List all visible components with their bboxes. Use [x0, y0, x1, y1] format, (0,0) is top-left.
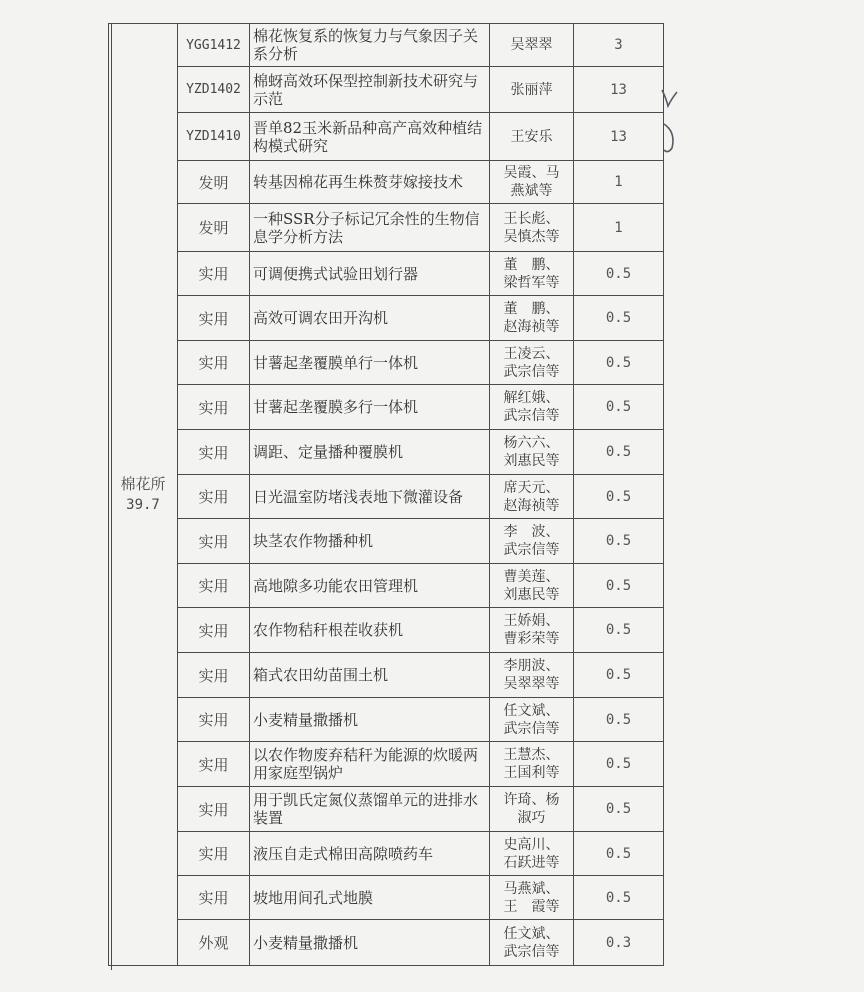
row-type: 实用	[178, 296, 250, 341]
table-row	[109, 113, 664, 161]
row-score: 0.5	[574, 430, 664, 475]
row-title: 甘薯起垄覆膜单行一体机	[250, 341, 490, 385]
row-authors	[490, 876, 574, 920]
author-line: 武宗信等	[503, 363, 560, 380]
row-title: 日光温室防堵浅表地下微灌设备	[250, 475, 490, 519]
row-score: 0.5	[574, 385, 664, 430]
row-type: 实用	[178, 519, 250, 564]
row-title: 块茎农作物播种机	[250, 519, 490, 564]
table-row	[109, 653, 664, 698]
author-line: 武宗信等	[503, 720, 560, 737]
row-title: 棉蚜高效环保型控制新技术研究与示范	[250, 67, 490, 113]
table-row	[109, 920, 664, 966]
table-row	[109, 698, 664, 742]
row-type: YZD1402	[178, 67, 250, 113]
author-line: 王 霞等	[503, 898, 560, 915]
row-type: YZD1410	[178, 113, 250, 161]
author-line: 王国利等	[503, 765, 560, 781]
row-score: 0.5	[574, 832, 664, 876]
row-authors	[490, 475, 574, 519]
row-title: 甘薯起垄覆膜多行一体机	[250, 385, 490, 430]
table-row	[109, 341, 664, 385]
row-type: 实用	[178, 653, 250, 698]
author-line: 淑巧	[517, 810, 546, 826]
row-authors	[490, 787, 574, 832]
row-score: 0.3	[574, 920, 664, 966]
author-line: 燕斌等	[510, 183, 553, 199]
author-line: 王安乐	[510, 128, 553, 145]
table-row	[109, 67, 664, 113]
author-line: 武宗信等	[503, 542, 560, 558]
row-score: 0.5	[574, 252, 664, 296]
table-row	[109, 385, 664, 430]
table-row	[109, 832, 664, 876]
row-type: 实用	[178, 832, 250, 876]
author-line: 许琦、杨	[503, 792, 560, 808]
row-authors	[490, 67, 574, 113]
row-authors	[490, 113, 574, 161]
table-row	[109, 475, 664, 519]
author-line: 王慧杰、	[503, 747, 560, 763]
author-line: 王娇娟、	[503, 613, 560, 629]
row-score: 0.5	[574, 653, 664, 698]
author-line: 解红娥、	[503, 390, 560, 406]
author-line: 杨六六、	[503, 435, 560, 451]
pen-check-mark-2	[664, 124, 673, 152]
row-score: 3	[574, 24, 664, 67]
author-line: 石跃进等	[503, 854, 560, 871]
row-authors	[490, 920, 574, 966]
row-authors	[490, 742, 574, 787]
author-line: 曹美莲、	[503, 568, 560, 585]
row-title: 箱式农田幼苗围土机	[250, 653, 490, 698]
author-line: 席天元、	[503, 479, 560, 496]
row-title: 转基因棉花再生株赘芽嫁接技术	[250, 161, 490, 204]
table-body	[109, 24, 664, 966]
row-type: 实用	[178, 475, 250, 519]
row-authors	[490, 653, 574, 698]
table-row	[109, 519, 664, 564]
row-type: 实用	[178, 742, 250, 787]
unit-score: 39.7	[126, 496, 160, 513]
row-title: 一种SSR分子标记冗余性的生物信息学分析方法	[250, 204, 490, 252]
row-type: 实用	[178, 876, 250, 920]
row-title: 农作物秸秆根茬收获机	[250, 608, 490, 653]
author-line: 吴慎杰等	[503, 228, 560, 245]
unit-name: 棉花所	[120, 474, 166, 493]
row-type: YGG1412	[178, 24, 250, 67]
author-line: 赵海祯等	[503, 497, 560, 514]
author-line: 曹彩荣等	[503, 631, 560, 647]
table-row	[109, 876, 664, 920]
author-line: 李朋波、	[503, 658, 560, 674]
row-authors	[490, 430, 574, 475]
row-type: 实用	[178, 564, 250, 608]
author-line: 刘惠民等	[503, 586, 560, 603]
row-title: 可调便携式试验田划行器	[250, 252, 490, 296]
author-line: 梁哲军等	[503, 274, 560, 291]
row-authors	[490, 832, 574, 876]
row-authors	[490, 341, 574, 385]
row-score: 13	[574, 113, 664, 161]
table-row	[109, 204, 664, 252]
row-score: 13	[574, 67, 664, 113]
row-title: 棉花恢复系的恢复力与气象因子关系分析	[250, 24, 490, 67]
achievement-score-table	[108, 23, 664, 966]
table-row	[109, 742, 664, 787]
row-title: 小麦精量撒播机	[250, 920, 490, 966]
row-title: 高地隙多功能农田管理机	[250, 564, 490, 608]
row-type: 实用	[178, 787, 250, 832]
row-authors	[490, 252, 574, 296]
row-title: 用于凯氏定氮仪蒸馏单元的进排水装置	[250, 787, 490, 832]
row-authors	[490, 519, 574, 564]
pen-check-mark-1	[662, 90, 677, 106]
row-score: 0.5	[574, 876, 664, 920]
author-line: 王长彪、	[503, 210, 560, 227]
author-line: 张丽萍	[510, 81, 553, 98]
row-score: 0.5	[574, 787, 664, 832]
table-row	[109, 430, 664, 475]
row-score: 1	[574, 204, 664, 252]
row-score: 0.5	[574, 296, 664, 341]
author-line: 史高川、	[503, 836, 560, 853]
author-line: 董 鹏、	[503, 256, 560, 273]
author-line: 任文斌、	[503, 925, 560, 942]
row-type: 发明	[178, 161, 250, 204]
author-line: 董 鹏、	[503, 301, 560, 317]
row-authors	[490, 608, 574, 653]
row-type: 实用	[178, 608, 250, 653]
author-line: 吴霞、马	[503, 165, 560, 181]
row-score: 0.5	[574, 608, 664, 653]
row-title: 调距、定量播种覆膜机	[250, 430, 490, 475]
table-row	[109, 787, 664, 832]
table-row	[109, 252, 664, 296]
author-line: 吴翠翠等	[503, 676, 560, 692]
row-title: 小麦精量撒播机	[250, 698, 490, 742]
table-row	[109, 296, 664, 341]
author-line: 刘惠民等	[503, 453, 560, 469]
row-title: 晋单82玉米新品种高产高效种植结构模式研究	[250, 113, 490, 161]
row-score: 1	[574, 161, 664, 204]
unit-cell	[109, 24, 178, 966]
row-title: 坡地用间孔式地膜	[250, 876, 490, 920]
row-type: 实用	[178, 430, 250, 475]
author-line: 任文斌、	[503, 702, 560, 719]
row-score: 0.5	[574, 475, 664, 519]
row-type: 实用	[178, 252, 250, 296]
row-score: 0.5	[574, 742, 664, 787]
author-line: 武宗信等	[503, 943, 560, 960]
row-score: 0.5	[574, 341, 664, 385]
table-row	[109, 161, 664, 204]
row-title: 以农作物废弃秸秆为能源的炊暖两用家庭型锅炉	[250, 742, 490, 787]
row-authors	[490, 24, 574, 67]
row-authors	[490, 296, 574, 341]
table-row	[109, 608, 664, 653]
row-title: 液压自走式棉田高隙喷药车	[250, 832, 490, 876]
row-score: 0.5	[574, 564, 664, 608]
row-title: 高效可调农田开沟机	[250, 296, 490, 341]
row-type: 实用	[178, 385, 250, 430]
author-line: 王凌云、	[503, 345, 560, 362]
author-line: 赵海祯等	[503, 319, 560, 335]
table-row	[109, 24, 664, 67]
row-authors	[490, 564, 574, 608]
row-type: 外观	[178, 920, 250, 966]
row-type: 实用	[178, 698, 250, 742]
row-type: 实用	[178, 341, 250, 385]
author-line: 马燕斌、	[503, 880, 560, 897]
table-row	[109, 564, 664, 608]
row-score: 0.5	[574, 519, 664, 564]
author-line: 武宗信等	[503, 408, 560, 424]
row-authors	[490, 204, 574, 252]
row-authors	[490, 161, 574, 204]
row-authors	[490, 385, 574, 430]
author-line: 吴翠翠	[510, 37, 553, 53]
row-type: 发明	[178, 204, 250, 252]
author-line: 李 波、	[503, 524, 560, 540]
row-authors	[490, 698, 574, 742]
row-score: 0.5	[574, 698, 664, 742]
